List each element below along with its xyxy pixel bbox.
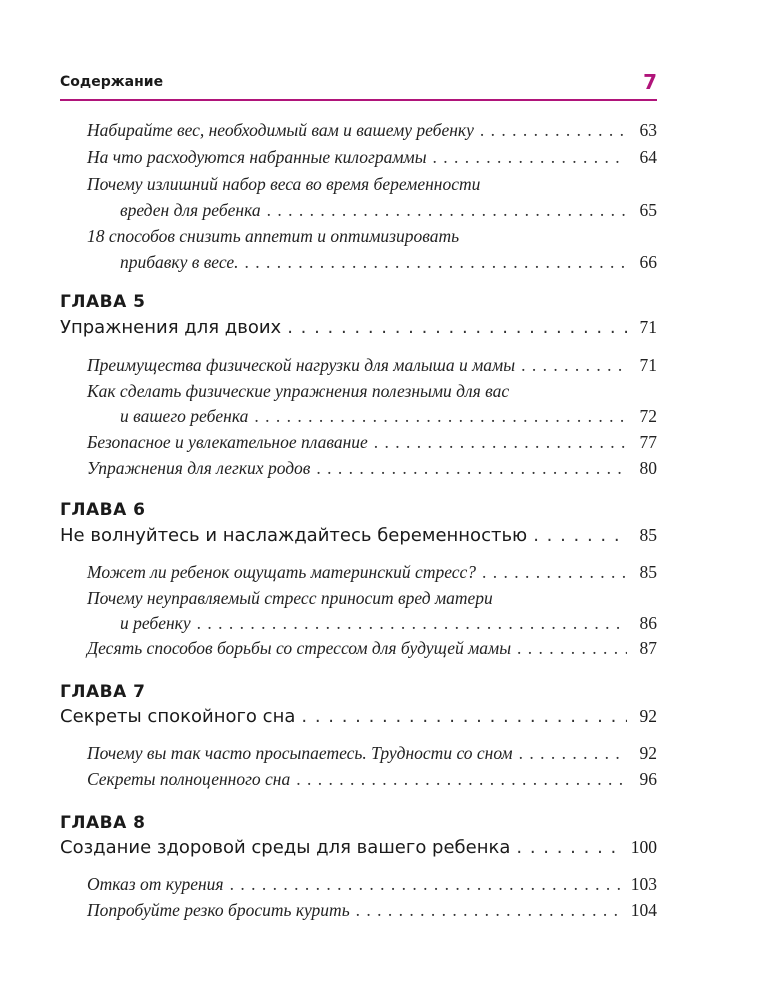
toc-entry-page: 66: [639, 252, 657, 272]
toc-entry[interactable]: [87, 432, 657, 453]
chapter-label: ГЛАВА 8: [60, 813, 146, 833]
chapter-label: ГЛАВА 6: [60, 500, 146, 520]
leader-dots: [245, 252, 627, 273]
toc-entry[interactable]: [87, 355, 657, 376]
toc-entry-page: 85: [639, 562, 657, 582]
chapter-label: ГЛАВА 7: [60, 682, 146, 702]
page-header: [60, 72, 657, 96]
toc-entry-title: и вашего ребенка: [120, 406, 249, 426]
leader-dots: [482, 562, 627, 583]
toc-entry-title-line1: Почему неуправляемый стресс приносит вред матери: [87, 588, 493, 608]
leader-dots: [533, 525, 627, 546]
toc-entry-title: Набирайте вес, необходимый вам и вашему ребенку: [87, 120, 474, 140]
toc-entry-title: Безопасное и увлекательное плавание: [87, 432, 368, 452]
leader-dots: [287, 317, 627, 338]
toc-entry-title: Попробуйте резко бросить курить: [87, 900, 350, 920]
toc-entry-title: Может ли ребенок ощущать материнский стресс?: [87, 562, 477, 582]
chapter-title: Не волнуйтесь и наслаждайтесь беременностью: [60, 525, 528, 546]
toc-entry-page: 65: [639, 200, 657, 220]
toc-entry-page: 71: [639, 355, 657, 375]
leader-dots: [254, 406, 627, 427]
toc-entry[interactable]: [87, 458, 657, 479]
toc-entry[interactable]: [120, 406, 657, 427]
toc-entry-title: прибавку в весе.: [120, 252, 239, 272]
toc-entry-page: 103: [630, 874, 657, 894]
leader-dots: [516, 837, 624, 858]
leader-dots: [267, 200, 627, 221]
leader-dots: [230, 874, 625, 895]
chapter-page: 85: [639, 525, 657, 545]
chapter-page: 92: [639, 706, 657, 726]
toc-entry-title-line1: Как сделать физические упражнения полезными для вас: [87, 381, 510, 401]
leader-dots: [517, 638, 627, 659]
chapter-entry[interactable]: [60, 525, 657, 546]
toc-entry[interactable]: [87, 874, 657, 895]
toc-entry-title: Секреты полноценного сна: [87, 769, 291, 789]
leader-dots: [301, 706, 627, 727]
toc-entry-title-line1: Почему излишний набор веса во время беременности: [87, 174, 481, 194]
toc-entry[interactable]: [87, 120, 657, 141]
toc-entry[interactable]: [87, 638, 657, 659]
leader-dots: [521, 355, 627, 376]
chapter-title: Секреты спокойного сна: [60, 706, 296, 727]
toc-entry-page: 87: [639, 638, 657, 658]
toc-entry-page: 104: [630, 900, 657, 920]
toc-entry-page: 86: [639, 613, 657, 633]
toc-entry[interactable]: [120, 252, 657, 273]
toc-entry[interactable]: [87, 743, 657, 764]
toc-entry[interactable]: [87, 769, 657, 790]
toc-entry-line1[interactable]: [87, 381, 657, 402]
header-divider: [60, 99, 657, 101]
toc-entry[interactable]: [87, 562, 657, 583]
leader-dots: [296, 769, 627, 790]
page-number: 7: [643, 70, 657, 94]
chapter-title: Создание здоровой среды для вашего ребенка: [60, 837, 511, 858]
toc-entry-page: 96: [639, 769, 657, 789]
chapter-page: 71: [639, 317, 657, 337]
toc-entry-page: 63: [639, 120, 657, 140]
chapter-entry[interactable]: [60, 837, 657, 858]
leader-dots: [433, 147, 627, 168]
toc-entry-page: 64: [639, 147, 657, 167]
chapter-entry[interactable]: [60, 706, 657, 727]
chapter-title: Упражнения для двоих: [60, 317, 282, 338]
chapter-page: 100: [630, 837, 657, 857]
toc-entry-title: Десять способов борьбы со стрессом для будущей мамы: [87, 638, 512, 658]
chapter-entry[interactable]: [60, 317, 657, 338]
toc-entry-title: и ребенку: [120, 613, 191, 633]
toc-entry[interactable]: [120, 613, 657, 634]
toc-entry-line1[interactable]: [87, 588, 657, 609]
toc-entry-page: 77: [639, 432, 657, 452]
toc-entry-title: Почему вы так часто просыпаетесь. Трудности со сном: [87, 743, 513, 763]
toc-entry-page: 72: [639, 406, 657, 426]
toc-entry-title: Упражнения для легких родов: [87, 458, 311, 478]
toc-entry-title: Отказ от курения: [87, 874, 224, 894]
leader-dots: [374, 432, 627, 453]
leader-dots: [519, 743, 627, 764]
toc-entry-title: На что расходуются набранные килограммы: [87, 147, 427, 167]
toc-entry[interactable]: [87, 147, 657, 168]
leader-dots: [197, 613, 627, 634]
toc-entry-title: Преимущества физической нагрузки для малыша и мамы: [87, 355, 516, 375]
toc-entry-title-line1: 18 способов снизить аппетит и оптимизировать: [87, 226, 460, 246]
toc-entry[interactable]: [120, 200, 657, 221]
leader-dots: [480, 120, 627, 141]
section-title: Содержание: [60, 74, 164, 90]
toc-entry-page: 80: [639, 458, 657, 478]
toc-entry-line1[interactable]: [87, 174, 657, 195]
toc-entry-line1[interactable]: [87, 226, 657, 247]
leader-dots: [356, 900, 625, 921]
leader-dots: [316, 458, 627, 479]
toc-entry-page: 92: [639, 743, 657, 763]
toc-entry-title: вреден для ребенка: [120, 200, 261, 220]
toc-entry[interactable]: [87, 900, 657, 921]
chapter-label: ГЛАВА 5: [60, 292, 146, 312]
